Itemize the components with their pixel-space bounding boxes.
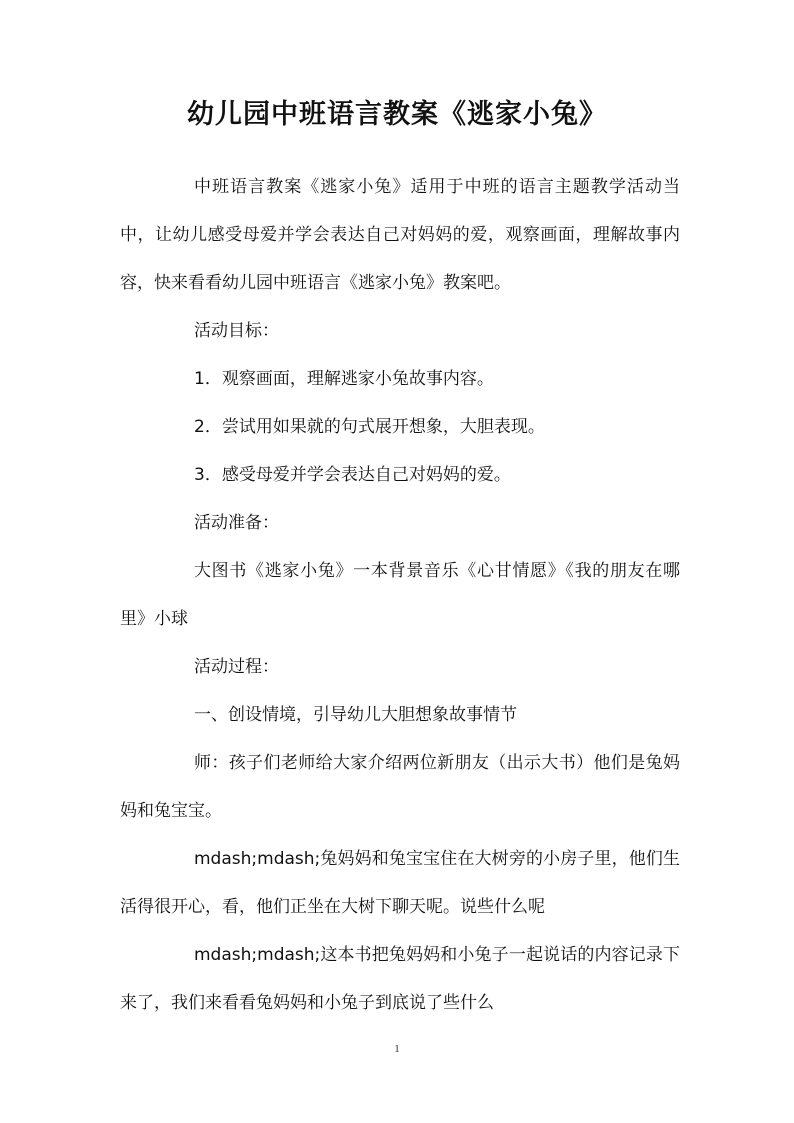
intro-paragraph: 中班语言教案《逃家小兔》适用于中班的语言主题教学活动当中，让幼儿感受母爱并学会表达自己对妈妈的爱，观察画面，理解故事内容，快来看看幼儿园中班语言《逃家小兔》教案吧。	[120, 177, 680, 293]
document-body	[120, 163, 680, 1027]
page-number: 1	[394, 1043, 400, 1055]
goal-item-2: 2．尝试用如果就的句式展开想象，大胆表现。	[194, 417, 545, 437]
section-heading-process: 活动过程：	[194, 657, 279, 677]
section-heading-preparation: 活动准备：	[194, 513, 279, 533]
goal-item-1: 1．观察画面，理解逃家小兔故事内容。	[194, 369, 494, 389]
process-step-heading: 一、创设情境，引导幼儿大胆想象故事情节	[194, 705, 517, 725]
narration-paragraph-2: mdash;mdash;这本书把兔妈妈和小兔子一起说话的内容记录下来了，我们来看看兔妈妈和小兔子到底说了些什么	[120, 945, 680, 1013]
goal-item-3: 3．感受母爱并学会表达自己对妈妈的爱。	[194, 465, 511, 485]
narration-paragraph-1: mdash;mdash;兔妈妈和兔宝宝住在大树旁的小房子里，他们生活得很开心，看，他们正坐在大树下聊天呢。说些什么呢	[120, 849, 680, 917]
teacher-line-paragraph: 师：孩子们老师给大家介绍两位新朋友（出示大书）他们是兔妈妈和兔宝宝。	[120, 753, 680, 821]
section-heading-goals: 活动目标：	[194, 321, 279, 341]
preparation-paragraph: 大图书《逃家小兔》一本背景音乐《心甘情愿》《我的朋友在哪里》小球	[120, 561, 680, 629]
document-title: 幼儿园中班语言教案《逃家小兔》	[187, 99, 607, 130]
